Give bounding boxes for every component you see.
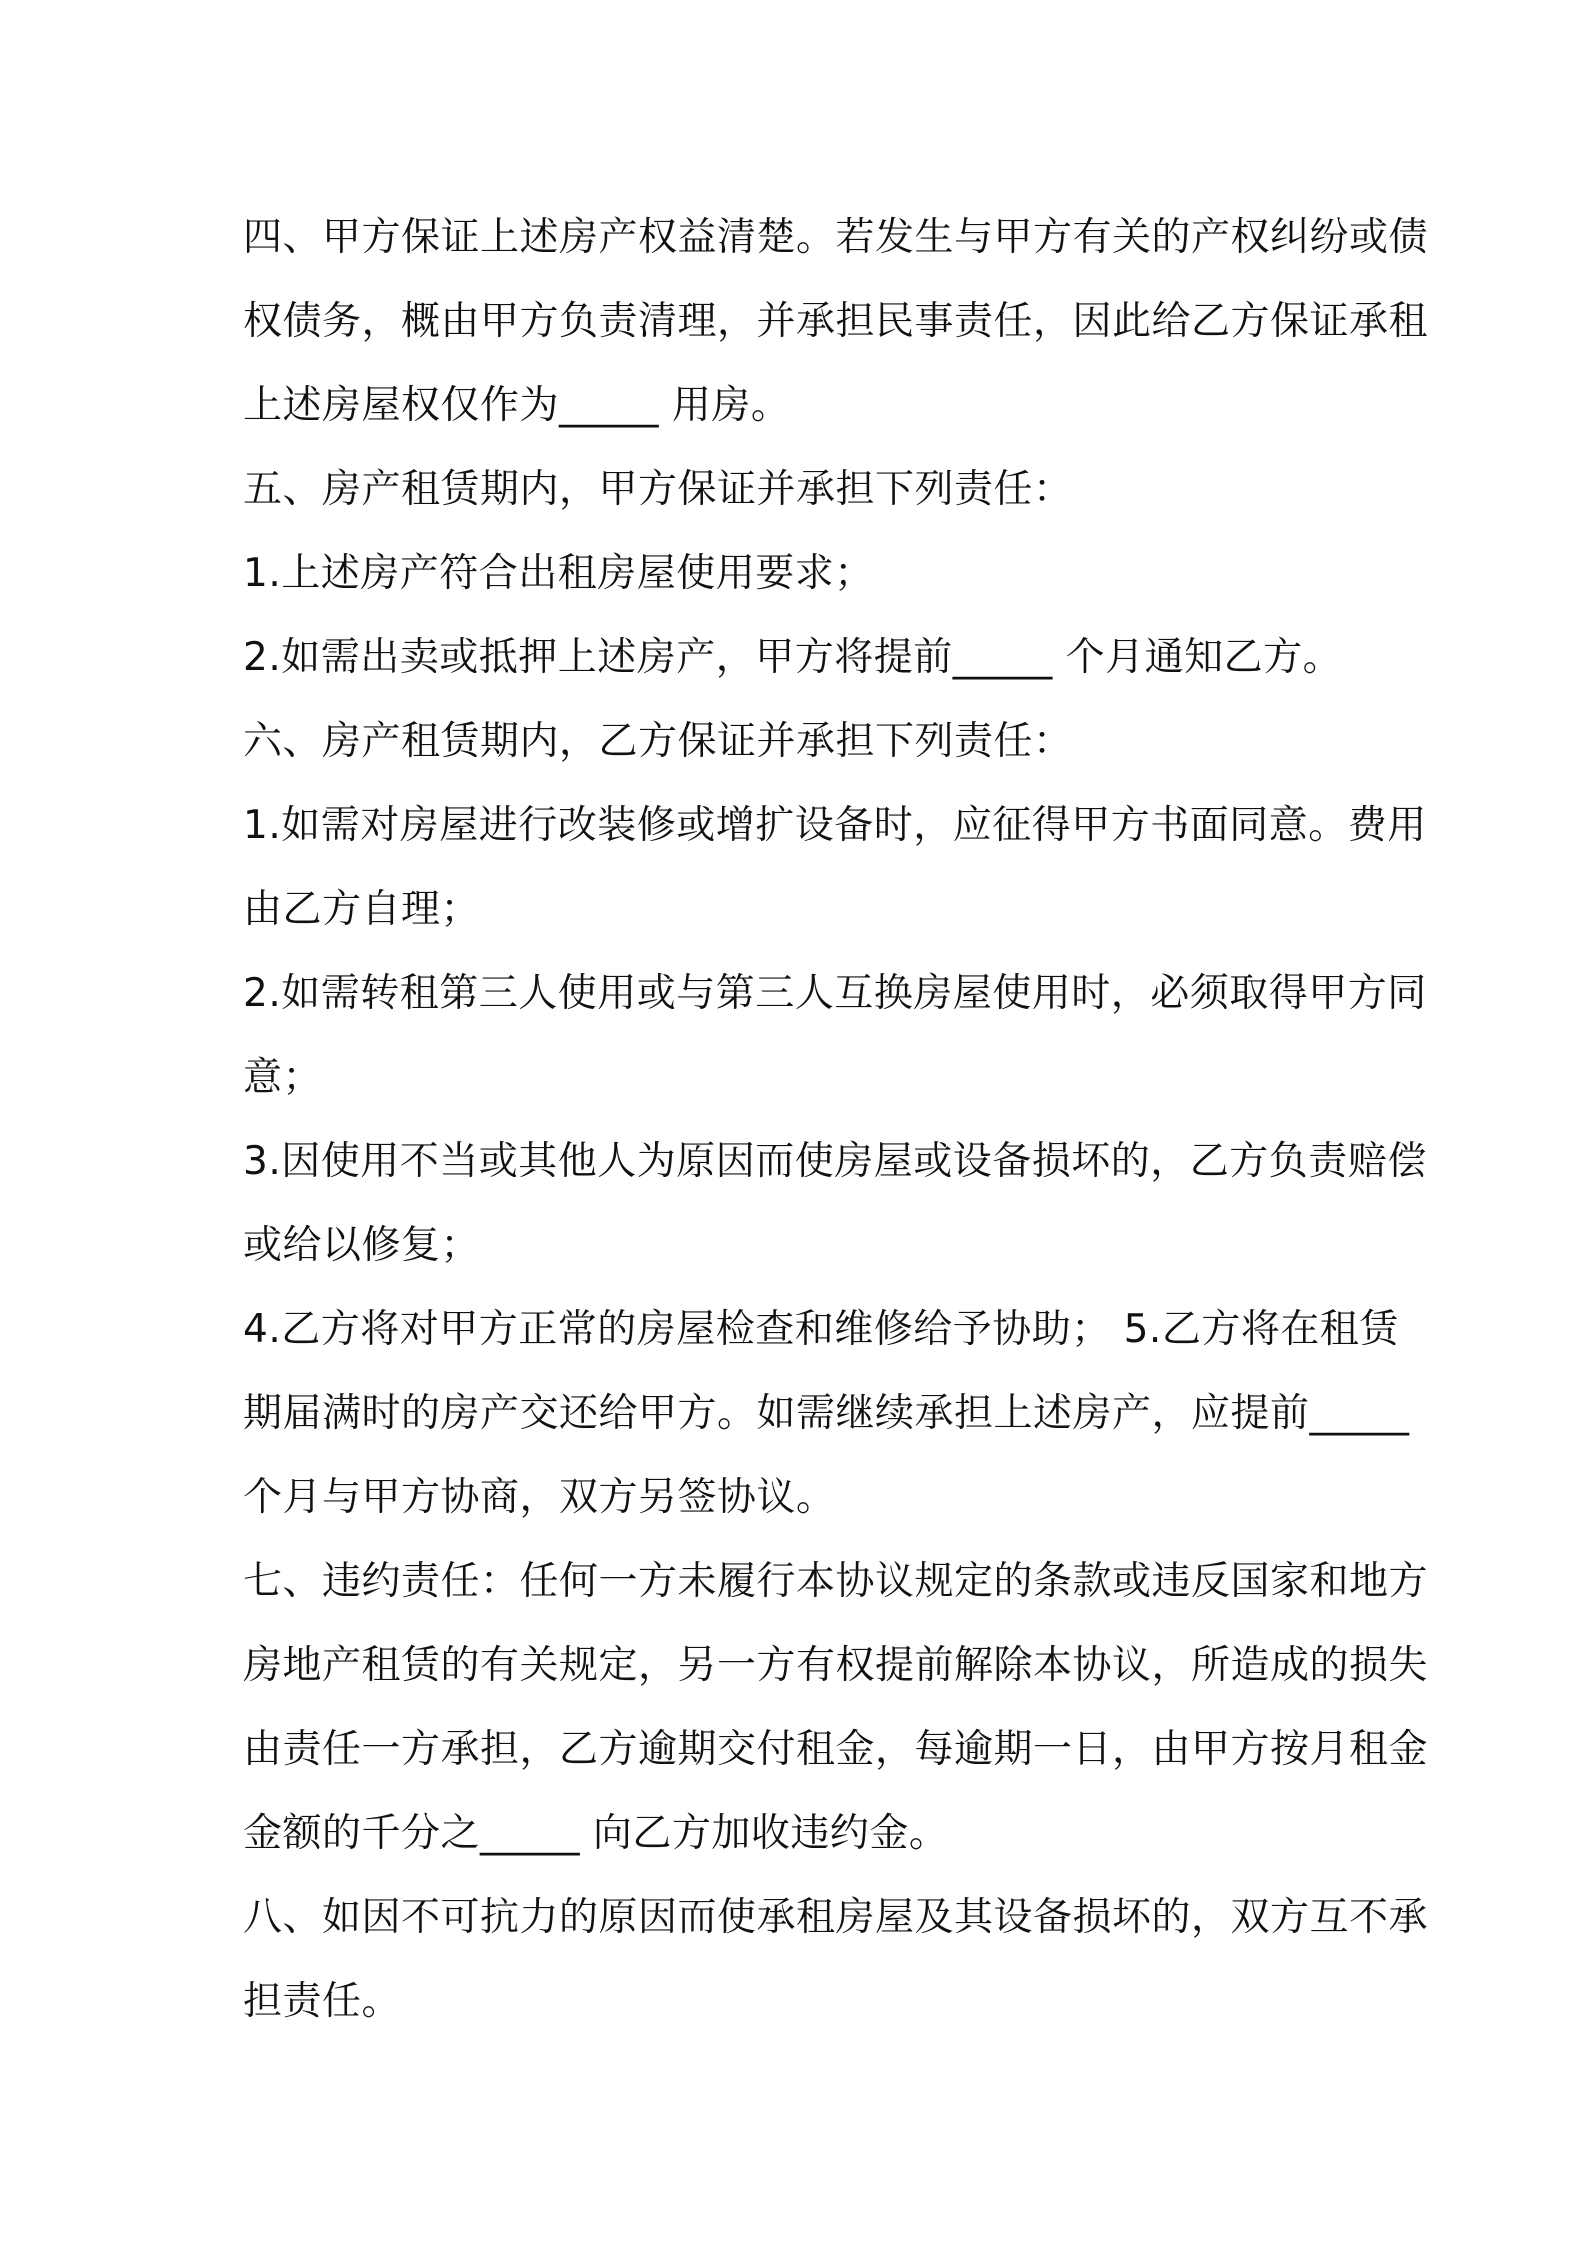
text-line: 权债务，概由甲方负责清理，并承担民事责任，因此给乙方保证承租 (243, 299, 1429, 344)
text-line: 八、如因不可抗力的原因而使承租房屋及其设备损坏的，双方互不承 (243, 1895, 1429, 1940)
text-line: 期届满时的房产交还给甲方。如需继续承担上述房产，应提前_____ (243, 1391, 1410, 1436)
text-line: 意； (243, 1055, 323, 1100)
text-line: 个月与甲方协商，双方另签协议。 (243, 1475, 836, 1520)
text-line: 七、违约责任：任何一方未履行本协议规定的条款或违反国家和地方 (243, 1559, 1429, 1604)
text-line: 2.如需出卖或抵押上述房产，甲方将提前_____ 个月通知乙方。 (243, 635, 1343, 680)
text-line: 四、甲方保证上述房产权益清楚。若发生与甲方有关的产权纠纷或债 (243, 215, 1429, 260)
text-line: 1.上述房产符合出租房屋使用要求； (243, 551, 874, 596)
text-line: 金额的千分之_____ 向乙方加收违约金。 (243, 1811, 949, 1856)
text-line: 六、房产租赁期内，乙方保证并承担下列责任： (243, 719, 1073, 764)
text-line: 担责任。 (243, 1979, 402, 2024)
text-line: 或给以修复； (243, 1223, 481, 1268)
text-line: 2.如需转租第三人使用或与第三人互换房屋使用时，必须取得甲方同 (243, 971, 1427, 1016)
text-line: 上述房屋权仅作为_____ 用房。 (243, 383, 791, 428)
text-line: 3.因使用不当或其他人为原因而使房屋或设备损坏的，乙方负责赔偿 (243, 1139, 1427, 1184)
text-line: 五、房产租赁期内，甲方保证并承担下列责任： (243, 467, 1073, 512)
text-line: 1.如需对房屋进行改装修或增扩设备时，应征得甲方书面同意。费用 (243, 803, 1427, 848)
text-line: 由责任一方承担，乙方逾期交付租金，每逾期一日，由甲方按月租金 (243, 1727, 1429, 1772)
text-line: 4.乙方将对甲方正常的房屋检查和维修给予协助； 5.乙方将在租赁 (243, 1307, 1399, 1352)
text-line: 由乙方自理； (243, 887, 481, 932)
text-line: 房地产租赁的有关规定，另一方有权提前解除本协议，所造成的损失 (243, 1643, 1429, 1688)
document-body (243, 196, 1429, 2044)
